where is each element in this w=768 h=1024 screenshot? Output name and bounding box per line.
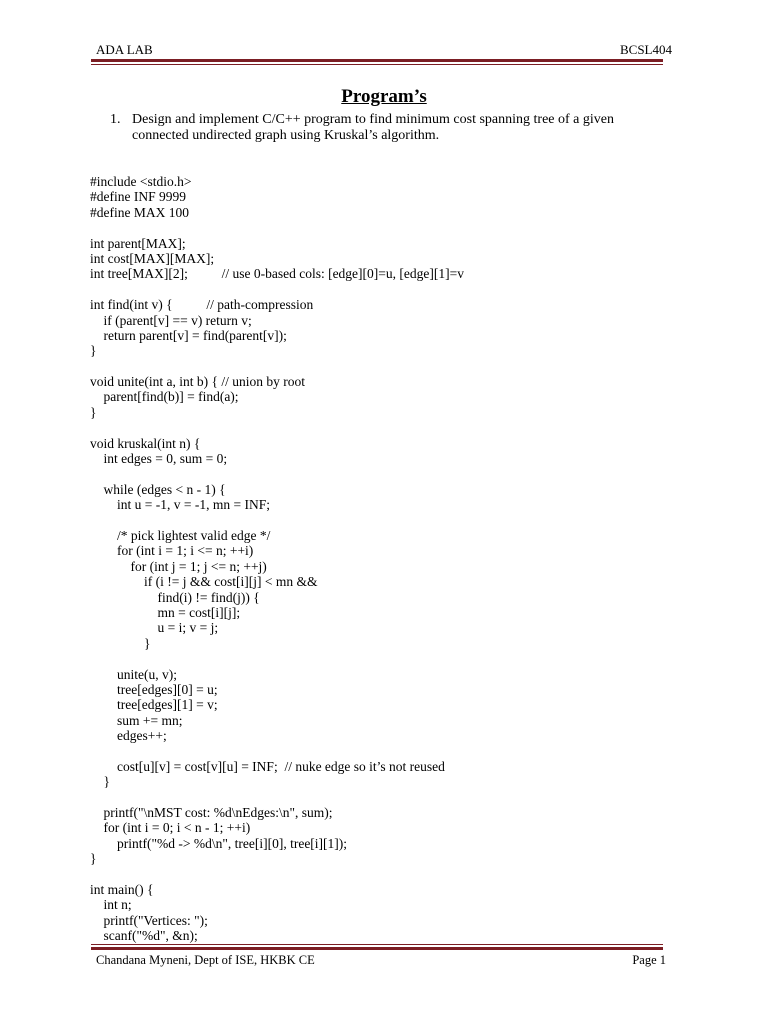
- code-line: sum += mn;: [90, 712, 183, 728]
- code-line: int edges = 0, sum = 0;: [90, 451, 228, 467]
- code-line: #define MAX 100: [90, 204, 189, 220]
- code-line: [90, 513, 464, 528]
- code-line: [90, 790, 464, 805]
- code-line: int n;: [90, 897, 132, 913]
- footer-page-number: Page 1: [632, 953, 666, 967]
- code-line: }: [90, 343, 97, 359]
- code-line: [90, 651, 464, 666]
- code-line: int cost[MAX][MAX];: [90, 250, 215, 266]
- code-line: void unite(int a, int b) { // union by root: [90, 374, 305, 390]
- code-line: cost[u][v] = cost[v][u] = INF; // nuke edge so it’s not reused: [90, 758, 445, 774]
- footer-left: Chandana Myneni, Dept of ISE, HKBK CE: [96, 953, 315, 967]
- code-line: }: [90, 774, 110, 790]
- header-rule-thick: [91, 59, 663, 62]
- code-line: int u = -1, v = -1, mn = INF;: [90, 497, 270, 513]
- page-title: Program’s: [341, 86, 427, 107]
- header-rule-thin: [91, 64, 663, 65]
- footer-rule-thin: [91, 944, 663, 945]
- code-line: for (int j = 1; j <= n; ++j): [90, 558, 267, 574]
- code-line: [90, 359, 464, 374]
- code-listing: [90, 174, 464, 944]
- code-line: mn = cost[i][j];: [90, 604, 241, 620]
- code-line: printf("%d -> %d\n", tree[i][0], tree[i][1]);: [90, 835, 348, 851]
- code-line: }: [90, 851, 97, 867]
- code-line: unite(u, v);: [90, 666, 177, 682]
- code-line: [90, 743, 464, 758]
- code-line: }: [90, 635, 151, 651]
- code-line: tree[edges][1] = v;: [90, 697, 218, 713]
- code-line: if (parent[v] == v) return v;: [90, 312, 252, 328]
- task-text: Design and implement C/C++ program to find minimum cost spanning tree of a given connected undirected graph using Kruskal’s algorithm.: [132, 112, 614, 143]
- header-left: ADA LAB: [96, 42, 153, 57]
- footer-rule-thick: [91, 947, 663, 950]
- code-line: if (i != j && cost[i][j] < mn &&: [90, 574, 318, 590]
- code-line: int find(int v) { // path-compression: [90, 297, 314, 313]
- header-right: BCSL404: [619, 42, 672, 57]
- code-line: for (int i = 1; i <= n; ++i): [90, 543, 254, 559]
- code-line: return parent[v] = find(parent[v]);: [90, 327, 287, 343]
- code-line: int parent[MAX];: [90, 235, 186, 251]
- code-line: edges++;: [90, 728, 167, 744]
- code-line: for (int i = 0; i < n - 1; ++i): [90, 820, 251, 836]
- task-number: 1.: [110, 112, 121, 127]
- code-line: printf("\nMST cost: %d\nEdges:\n", sum);: [90, 805, 333, 821]
- code-line: [90, 420, 464, 435]
- code-line: void kruskal(int n) {: [90, 435, 201, 451]
- code-line: /* pick lightest valid edge */: [90, 527, 271, 543]
- code-line: [90, 466, 464, 481]
- code-line: #define INF 9999: [90, 189, 186, 205]
- code-line: tree[edges][0] = u;: [90, 681, 218, 697]
- code-line: [90, 282, 464, 297]
- code-line: scanf("%d", &n);: [90, 928, 198, 944]
- code-line: #include <stdio.h>: [90, 174, 192, 189]
- code-line: parent[find(b)] = find(a);: [90, 389, 239, 405]
- code-line: int tree[MAX][2]; // use 0-based cols: [edge][0]=u, [edge][1]=v: [90, 266, 464, 282]
- code-line: while (edges < n - 1) {: [90, 481, 226, 497]
- code-line: int main() {: [90, 881, 154, 897]
- code-line: [90, 220, 464, 235]
- code-line: find(i) != find(j)) {: [90, 589, 260, 605]
- code-line: }: [90, 404, 97, 420]
- code-line: printf("Vertices: ");: [90, 912, 208, 928]
- code-line: u = i; v = j;: [90, 620, 219, 636]
- code-line: [90, 867, 464, 882]
